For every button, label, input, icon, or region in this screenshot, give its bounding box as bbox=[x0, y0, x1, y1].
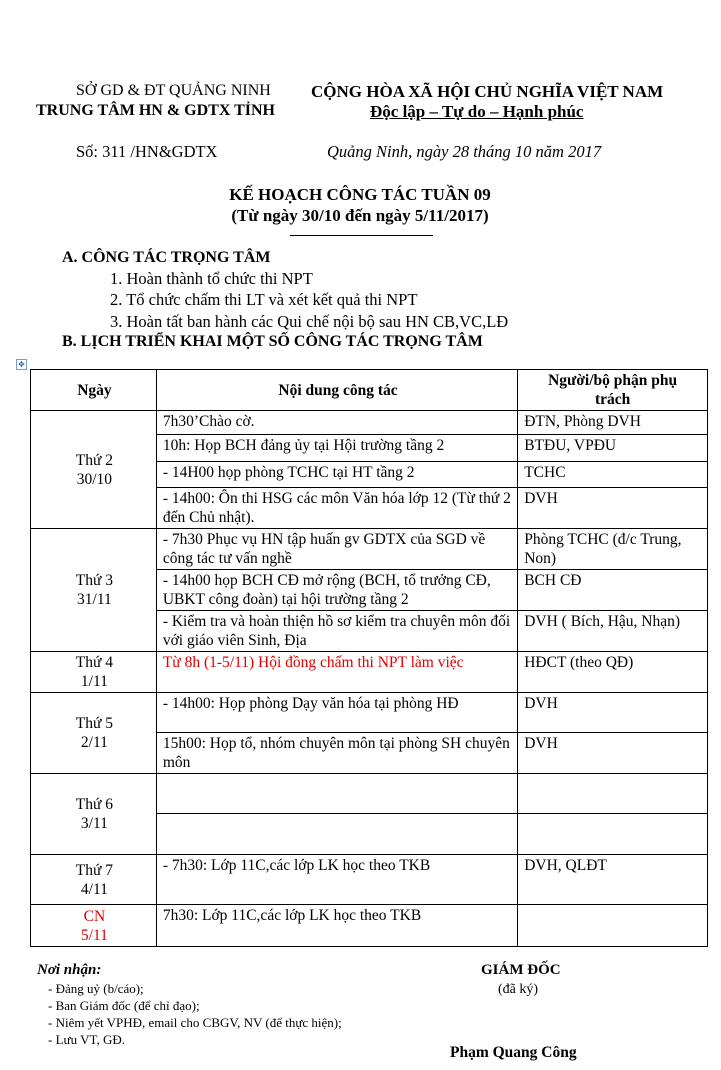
recipient-item: - Lưu VT, GĐ. bbox=[48, 1032, 125, 1047]
content-cell: - 14h00: Họp phòng Dạy văn hóa tại phòng HĐ bbox=[156, 693, 517, 733]
person-cell: DVH, QLĐT bbox=[518, 855, 708, 905]
recipient-item: - Đảng uỷ (b/cáo); bbox=[48, 981, 144, 996]
day-label: Thứ 7 bbox=[75, 861, 114, 879]
header-person: Người/bộ phận phụ trách bbox=[518, 370, 708, 411]
content-cell: - 14h00: Ôn thi HSG các môn Văn hóa lớp 12 (Từ thứ 2 đến Chủ nhật). bbox=[156, 488, 517, 529]
content-cell: Từ 8h (1-5/11) Hội đồng chấm thi NPT làm việc bbox=[156, 652, 517, 693]
section-b-heading: B. LỊCH TRIỂN KHAI MỘT SỐ CÔNG TÁC TRỌNG TÂM bbox=[62, 333, 483, 350]
signed-note: (đã ký) bbox=[498, 982, 539, 997]
day-cell bbox=[31, 905, 157, 947]
content-cell: - 14h00 họp BCH CĐ mở rộng (BCH, tổ trưởng CĐ, UBKT công đoàn) tại hội trường tầng 2 bbox=[156, 570, 517, 611]
center-name: TRUNG TÂM HN & GDTX TỈNH bbox=[36, 102, 275, 119]
day-date: 1/11 bbox=[80, 673, 108, 690]
place-date: Quảng Ninh, ngày 28 tháng 10 năm 2017 bbox=[327, 142, 602, 161]
content-cell: 7h30: Lớp 11C,các lớp LK học theo TKB bbox=[156, 905, 517, 947]
national-title: CỘNG HÒA XÃ HỘI CHỦ NGHĨA VIỆT NAM bbox=[311, 82, 664, 101]
header-content: Nội dung công tác bbox=[156, 370, 517, 411]
content-cell: 10h: Họp BCH đảng ủy tại Hội trường tầng 2 bbox=[156, 435, 517, 462]
content-cell: 7h30’Chào cờ. bbox=[156, 411, 517, 435]
person-cell bbox=[518, 905, 708, 947]
content-cell: 15h00: Họp tổ, nhóm chuyên môn tại phòng SH chuyên môn bbox=[156, 733, 517, 774]
header-day: Ngày bbox=[31, 370, 157, 411]
person-cell bbox=[518, 774, 708, 814]
day-cell bbox=[31, 652, 157, 693]
section-a-item: 3. Hoàn tất ban hành các Qui chế nội bộ sau HN CB,VC,LĐ bbox=[110, 312, 509, 331]
content-cell bbox=[156, 774, 517, 814]
plan-title: KẾ HOẠCH CÔNG TÁC TUẦN 09 bbox=[229, 185, 491, 204]
person-cell: TCHC bbox=[518, 462, 708, 488]
day-label: Thứ 2 bbox=[75, 451, 114, 469]
content-cell: - 7h30 Phục vụ HN tập huấn gv GDTX của SGD về công tác tư vấn nghề bbox=[156, 529, 517, 570]
national-motto: Độc lập – Tự do – Hạnh phúc bbox=[370, 102, 584, 121]
doc-number: Số: 311 /HN&GDTX bbox=[76, 142, 218, 161]
table-row bbox=[31, 529, 708, 570]
signer-title: GIÁM ĐỐC bbox=[481, 962, 561, 978]
content-cell: - 7h30: Lớp 11C,các lớp LK học theo TKB bbox=[156, 855, 517, 905]
day-label: Thứ 5 bbox=[75, 715, 114, 732]
table-row bbox=[31, 693, 708, 733]
day-date: 5/11 bbox=[80, 926, 108, 944]
section-a-heading: A. CÔNG TÁC TRỌNG TÂM bbox=[62, 249, 271, 266]
recipients-list bbox=[48, 980, 342, 1048]
day-date: 4/11 bbox=[80, 880, 108, 898]
day-cell bbox=[31, 693, 157, 774]
day-label: Thứ 3 bbox=[75, 572, 114, 589]
title-divider bbox=[290, 235, 433, 236]
table-move-handle-icon[interactable]: ✥ bbox=[16, 359, 27, 370]
agency-name: SỞ GD & ĐT QUẢNG NINH bbox=[76, 82, 271, 99]
day-label: CN bbox=[83, 907, 106, 925]
day-cell bbox=[31, 411, 157, 529]
schedule-table bbox=[30, 369, 708, 947]
person-cell: HĐCT (theo QĐ) bbox=[518, 652, 708, 693]
day-cell bbox=[31, 855, 157, 905]
recipient-item: - Ban Giám đốc (để chỉ đạo); bbox=[48, 998, 200, 1013]
day-cell bbox=[31, 529, 157, 652]
content-cell: - 14H00 họp phòng TCHC tại HT tầng 2 bbox=[156, 462, 517, 488]
table-row bbox=[31, 905, 708, 947]
day-date: 3/11 bbox=[80, 815, 108, 832]
table-row bbox=[31, 855, 708, 905]
content-cell: - Kiểm tra và hoàn thiện hồ sơ kiểm tra chuyên môn đối với giáo viên Sinh, Địa bbox=[156, 611, 517, 652]
recipients-label: Nơi nhận: bbox=[37, 962, 102, 978]
day-label: Thứ 6 bbox=[75, 796, 114, 813]
person-cell: DVH bbox=[518, 693, 708, 733]
person-cell: Phòng TCHC (đ/c Trung, Non) bbox=[518, 529, 708, 570]
section-a-item: 2. Tổ chức chấm thi LT và xét kết quả thi NPT bbox=[110, 290, 418, 309]
table-row bbox=[31, 411, 708, 435]
person-cell: ĐTN, Phòng DVH bbox=[518, 411, 708, 435]
section-a-item: 1. Hoàn thành tổ chức thi NPT bbox=[110, 269, 313, 288]
day-date: 2/11 bbox=[80, 734, 108, 751]
day-label: Thứ 4 bbox=[75, 654, 114, 671]
person-cell: BCH CĐ bbox=[518, 570, 708, 611]
person-cell: BTĐU, VPĐU bbox=[518, 435, 708, 462]
day-date: 30/10 bbox=[76, 470, 113, 488]
person-cell bbox=[518, 814, 708, 855]
table-header-row bbox=[31, 370, 708, 411]
person-cell: DVH bbox=[518, 733, 708, 774]
table-row bbox=[31, 652, 708, 693]
day-cell bbox=[31, 774, 157, 855]
day-date: 31/11 bbox=[77, 591, 112, 608]
recipient-item: - Niêm yết VPHĐ, email cho CBGV, NV (để thực hiện); bbox=[48, 1015, 342, 1030]
signer-name: Phạm Quang Công bbox=[450, 1044, 577, 1061]
table-row bbox=[31, 774, 708, 814]
person-cell: DVH ( Bích, Hậu, Nhạn) bbox=[518, 611, 708, 652]
content-cell bbox=[156, 814, 517, 855]
plan-period: (Từ ngày 30/10 đến ngày 5/11/2017) bbox=[231, 206, 489, 225]
person-cell: DVH bbox=[518, 488, 708, 529]
